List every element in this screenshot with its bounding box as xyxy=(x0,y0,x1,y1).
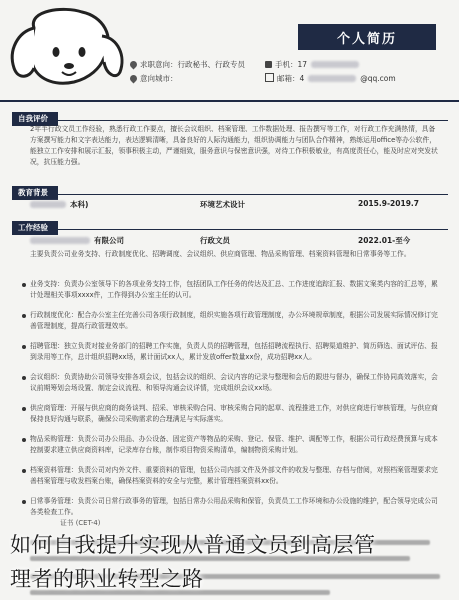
target-city: 意向城市： xyxy=(130,73,178,84)
overlay-caption xyxy=(10,528,450,596)
email: 邮箱：4 @qq.com xyxy=(265,73,396,84)
experience-role: 行政文员 xyxy=(200,236,230,245)
education-school: 本科) xyxy=(30,199,88,210)
dog-doodle-icon xyxy=(4,6,130,106)
overlay-caption-line-2: 理者的职业转型之路 xyxy=(10,567,204,591)
section-experience: 工作经验 xyxy=(12,215,448,230)
job-intent: 求职意向：行政秘书、行政专员 xyxy=(130,59,245,70)
bullet-dot xyxy=(22,407,26,411)
bullet-dot xyxy=(22,283,26,287)
experience-period: 2022.01-至今 xyxy=(358,236,411,245)
list-item: 日常事务管理：负责公司日常行政事务的管理，包括日常办公用品采购和保管，负责员工工作环境和办公设施的维护，配合领导完成公司各类检查工作。 xyxy=(30,497,438,516)
list-item: 供应商管理：开展与供应商的商务谈判、招采、审核采购合同、审核采购合同的起草、流程推进工作，对供应商进行审核管理，与供应商保持良好沟通与联系，确保公司采购需求的合理满足与实际落实。 xyxy=(30,404,438,423)
location-icon xyxy=(129,74,139,84)
header-divider xyxy=(0,100,459,102)
experience-company: 有限公司 xyxy=(30,235,124,246)
list-item: 行政制度优化：配合办公室主任完善公司各项行政制度，组织实施各项行政管理制度，办公环境规章制度，根据公司发展实际情况修订完善管理制度，提高行政管理效率。 xyxy=(30,311,438,330)
experience-summary: 主要负责公司业务支持、行政制度优化、招聘调度、会议组织、供应商管理、物品采购管理、档案资料管理和日常事务等工作。 xyxy=(30,250,411,258)
skills-label: 证书 (CET-4) xyxy=(60,519,101,527)
education-major: 环境艺术设计 xyxy=(200,200,245,209)
list-item: 招聘管理：独立负责对接业务部门的招聘工作实施，负责人员的招聘管理，包括招聘流程执行、招聘渠道维护、简历筛选、面试评估、报到录用等工作，总计组织招聘xx场，累计面试xx人，累计发放offer数量xx份，成功招聘xx人。 xyxy=(30,342,438,361)
education-period: 2015.9-2019.7 xyxy=(358,199,419,208)
bullet-dot xyxy=(22,500,26,504)
overlay-caption-line-1: 如何自我提升实现从普通文员到高层管 xyxy=(10,533,376,557)
bullet-dot xyxy=(22,345,26,349)
list-item: 业务支持：负责办公室领导下的各项业务支持工作，包括团队工作任务的传达及汇总、工作进度追踪汇报、数据文案类内容的汇总等，累计处理相关事项xxxx件，工作得到办公室主任的认可。 xyxy=(30,280,438,299)
briefcase-icon xyxy=(129,60,139,70)
phone-icon xyxy=(265,61,272,68)
phone: 手机：17 xyxy=(265,59,363,70)
section-self-eval: 自我评价 xyxy=(12,106,448,121)
bullet-dot xyxy=(22,438,26,442)
list-item: 档案资料管理：负责公司对内外文件、重要资料的管理，包括公司内部文件及外部文件的收发与整理、存档与借阅，对照档案管理要求完善档案管理与收发档案台账，确保档案资料的安全与完整，累计管理档案资料xx份。 xyxy=(30,466,438,485)
resume-title: 个人简历 xyxy=(298,24,436,50)
bullet-dot xyxy=(22,376,26,380)
self-eval-text: 2年半行政文员工作经验，熟悉行政工作要点，擅长会议组织、档案管理、工作数据处理、报告撰写等工作，对行政工作充满热情，具备方案撰写能力和文字表达能力，表达逻辑清晰，具备良好的人际沟通能力，组织协调能力与团队合作精神，熟练运用office等办公软件，能独立工作安排和展示汇报，领事积极主动，严谨细致，服务意识与保密意识强，对待工作积极敏业，有高度责任心，能及时应对突发状况，抗压能力强。 xyxy=(30,125,438,166)
bullet-dot xyxy=(22,314,26,318)
list-item: 会议组织：负责协助公司领导安排各项会议，包括会议的组织、会议内容的记录与整理和会后的跟进与督办，确保工作协同高效落实，会议前期筹划会场设置、制定会议流程、和领导沟通会议详情，完成组织会议xx场。 xyxy=(30,373,438,392)
section-education: 教育背景 xyxy=(12,180,448,195)
bullet-dot xyxy=(22,469,26,473)
list-item: 物品采购管理：负责公司办公用品、办公设备、固定资产等物品的采购、登记、保管、维护、调配等工作，根据公司行政经费预算与成本控制要求建立供应商资料库，记录库存台账，制作项目物资采购清单，编制物资采购计划。 xyxy=(30,435,438,454)
mail-icon xyxy=(265,73,274,82)
